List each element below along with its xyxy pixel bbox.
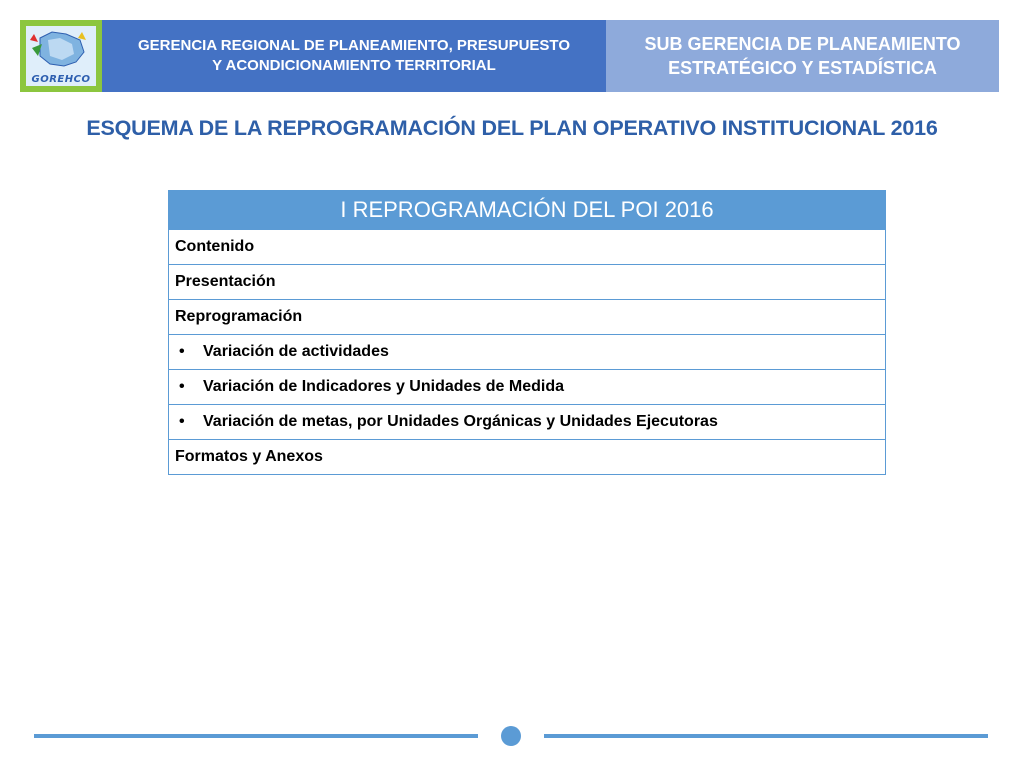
table-row	[169, 265, 886, 300]
table-cell	[169, 265, 886, 300]
footer-divider-left	[34, 734, 478, 738]
table-row	[169, 370, 886, 405]
bullet-icon: •	[179, 413, 185, 430]
bullet-icon: •	[179, 378, 185, 395]
table-header: I REPROGRAMACIÓN DEL POI 2016	[169, 191, 886, 230]
logo-inner	[26, 26, 96, 86]
table-header-row	[169, 191, 886, 230]
row-text: Reprogramación	[175, 308, 303, 325]
bullet-icon: •	[179, 343, 185, 360]
gorehco-logo	[20, 20, 102, 92]
row-text: Contenido	[175, 238, 255, 255]
table-cell	[169, 335, 886, 370]
table-cell	[169, 370, 886, 405]
header-gerencia-regional	[102, 20, 606, 92]
table-row	[169, 300, 886, 335]
table-cell	[169, 230, 886, 265]
page-title: ESQUEMA DE LA REPROGRAMACIÓN DEL PLAN OPERATIVO INSTITUCIONAL 2016	[86, 116, 938, 140]
header-left-line1: GERENCIA REGIONAL DE PLANEAMIENTO, PRESUPUESTO	[137, 37, 570, 54]
header-left-line2: Y ACONDICIONAMIENTO TERRITORIAL	[212, 57, 496, 74]
row-text: Variación de actividades	[203, 343, 389, 360]
row-text: Presentación	[175, 273, 276, 290]
table-row	[169, 440, 886, 475]
footer-dot-icon	[501, 726, 521, 746]
row-text: Variación de Indicadores y Unidades de Medida	[203, 378, 564, 395]
poi-table	[168, 190, 886, 475]
row-text: Formatos y Anexos	[175, 448, 323, 465]
table-row	[169, 335, 886, 370]
table-cell	[169, 300, 886, 335]
header-right-line2: ESTRATÉGICO Y ESTADÍSTICA	[668, 58, 937, 78]
table-row	[169, 230, 886, 265]
logo-text: GOREHCO	[31, 74, 91, 85]
header-sub-gerencia	[606, 20, 999, 92]
row-text: Variación de metas, por Unidades Orgánicas y Unidades Ejecutoras	[203, 413, 718, 430]
footer-divider-right	[544, 734, 988, 738]
table-cell	[169, 440, 886, 475]
header-right-line1: SUB GERENCIA DE PLANEAMIENTO	[644, 34, 961, 54]
table-row	[169, 405, 886, 440]
table-cell	[169, 405, 886, 440]
